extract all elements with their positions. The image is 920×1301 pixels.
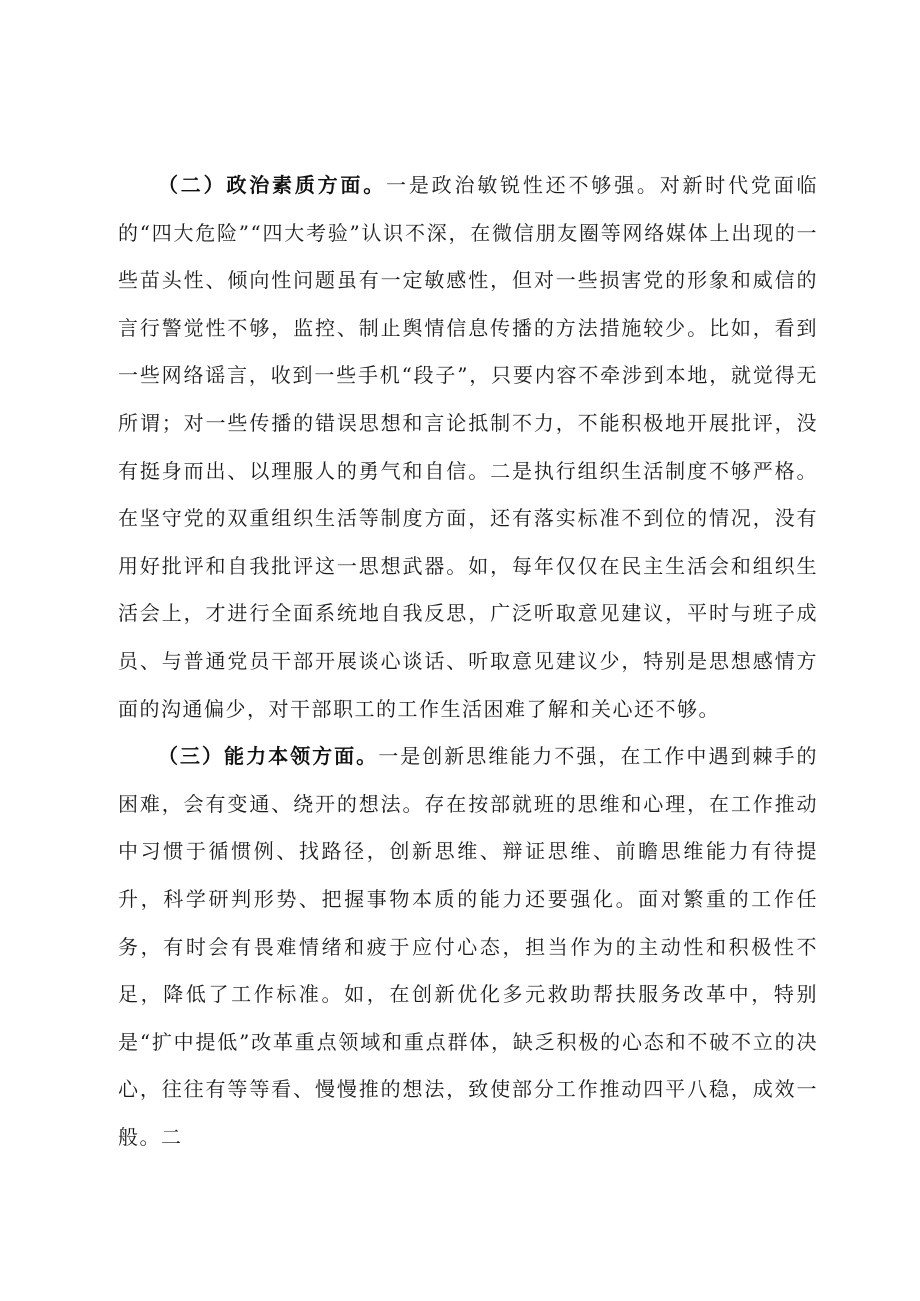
document-body: [118, 162, 818, 1161]
paragraph-text-ability-skills: 一是创新思维能力不强，在工作中遇到棘手的困难，会有变通、绕开的想法。存在按部就班的思维和心理，在工作推动中习惯于循惯例、找路径，创新思维、辩证思维、前瞻思维能力有待提升，科学研判形势、把握事物本质的能力还要强化。面对繁重的工作任务，有时会有畏难情绪和疲于应付心态，担当作为的主动性和积极性不足，降低了工作标准。如，在创新优化多元救助帮扶服务改革中，特别是“扩中提低”改革重点领域和重点群体，缺乏积极的心态和不破不立的决心，往往有等等看、慢慢推的想法，致使部分工作推动四平八稳，成效一般。二: [118, 744, 819, 1149]
paragraph-political-quality: [118, 162, 818, 733]
section-heading-ability-skills: （三）能力本领方面。: [158, 744, 379, 769]
paragraph-ability-skills: [118, 733, 818, 1161]
section-heading-political-quality: （二）政治素质方面。: [158, 173, 387, 197]
paragraph-text-political-quality: 一是政治敏锐性还不够强。对新时代党面临的“四大危险”“四大考验”认识不深，在微信朋友圈等网络媒体上出现的一些苗头性、倾向性问题虽有一定敏感性，但对一些损害党的形象和威信的言行警觉性不够，监控、制止舆情信息传播的方法措施较少。比如，看到一些网络谣言，收到一些手机“段子”，只要内容不牵涉到本地，就觉得无所谓；对一些传播的错误思想和言论抵制不力，不能积极地开展批评，没有挺身而出、以理服人的勇气和自信。二是执行组织生活制度不够严格。在坚守党的双重组织生活等制度方面，还有落实标准不到位的情况，没有用好批评和自我批评这一思想武器。如，每年仅仅在民主生活会和组织生活会上，才进行全面系统地自我反思，广泛听取意见建议，平时与班子成员、与普通党员干部开展谈心谈话、听取意见建议少，特别是思想感情方面的沟通偏少，对干部职工的工作生活困难了解和关心还不够。: [118, 173, 819, 721]
